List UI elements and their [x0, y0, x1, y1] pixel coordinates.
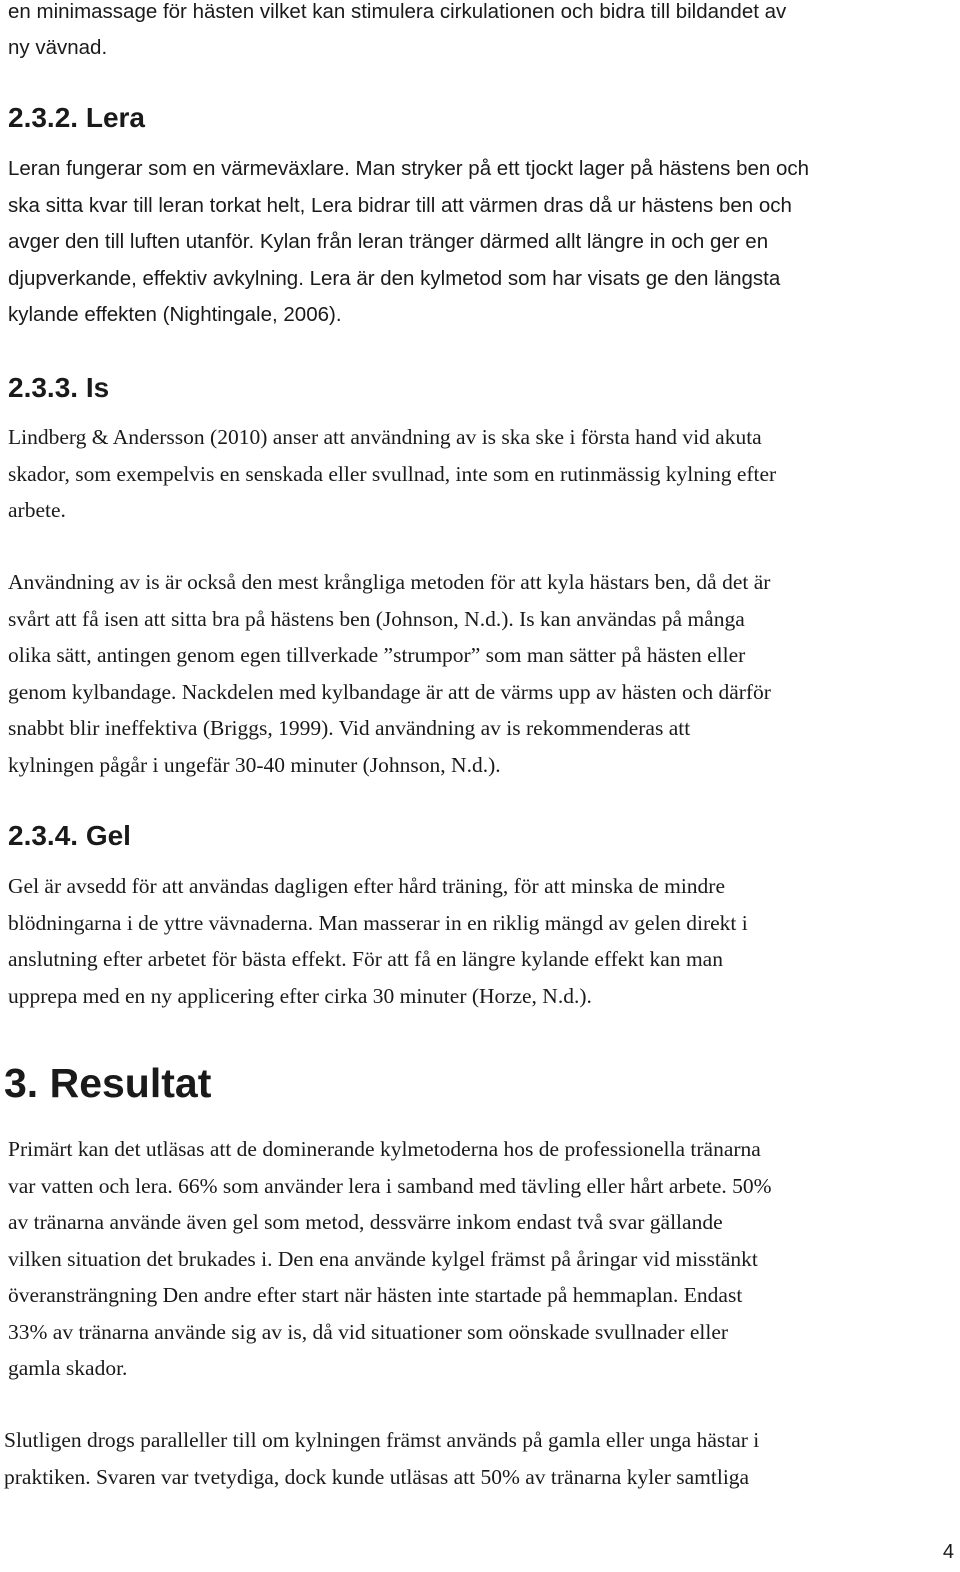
paragraph-resultat-1: Primärt kan det utläsas att de dominerande kylmetoderna hos de professionella tränarna var vatten och lera. 66% som använder lera i samband med tävling eller hårt arbete. 50% av tränarna använde även gel som metod, dessvärre inkom endast två svar gällande vilken situation det brukades i. Den ena använde kylgel främst på åringar vid misstänkt överansträngning Den andre efter start när hästen inte startade på hemmaplan. Endast 33% av tränarna använde sig av is, då vid situationer som oönskade svullnader eller gamla skador.: [8, 1137, 772, 1380]
heading-2-3-3: 2.3.3. Is: [8, 372, 110, 403]
paragraph-gel: Gel är avsedd för att användas dagligen efter hård träning, för att minska de mindre blödningarna i de yttre vävnaderna. Man masserar in en riklig mängd av gelen direkt i anslutning efter arbetet för bästa effekt. För att få en längre kylande effekt kan man upprepa med en ny applicering efter cirka 30 minuter (Horze, N.d.).: [8, 874, 748, 1008]
heading-3-resultat: 3. Resultat: [4, 1060, 212, 1106]
paragraph-lera: Leran fungerar som en värmeväxlare. Man stryker på ett tjockt lager på hästens ben och ska sitta kvar till leran torkat helt, Lera bidrar till att värmen dras då ur hästens ben och avger den till luften utanför. Kylan från leran tränger därmed allt längre in och ger en djupverkande, effektiv avkylning. Lera är den kylmetod som har visats ge den längsta kylande effekten (Nightingale, 2006).: [8, 157, 810, 326]
intro-paragraph: en minimassage för hästen vilket kan stimulera cirkulationen och bidra till bildandet av ny vävnad.: [8, 0, 787, 59]
paragraph-resultat-2: Slutligen drogs paralleller till om kylningen främst används på gamla eller unga hästar i praktiken. Svaren var tvetydiga, dock kunde utläsas att 50% av tränarna kyler samtliga: [4, 1428, 760, 1489]
paragraph-is-1: Lindberg & Andersson (2010) anser att användning av is ska ske i första hand vid akuta skador, som exempelvis en senskada eller svullnad, inte som en rutinmässig kylning efter arbete.: [8, 425, 777, 522]
heading-2-3-2: 2.3.2. Lera: [8, 102, 145, 133]
paragraph-is-2: Användning av is är också den mest krångliga metoden för att kyla hästars ben, då det är svårt att få isen att sitta bra på hästens ben (Johnson, N.d.). Is kan användas på många olika sätt, antingen genom egen tillverkade ”strumpor” som man sätter på hästen eller genom kylbandage. Nackdelen med kylbandage är att de värms upp av hästen och därför snabbt blir ineffektiva (Briggs, 1999). Vid användning av is rekommenderas att kylningen pågår i ungefär 30-40 minuter (Johnson, N.d.).: [8, 570, 771, 777]
heading-2-3-4: 2.3.4. Gel: [8, 820, 131, 851]
page-number: 4: [942, 1541, 954, 1563]
